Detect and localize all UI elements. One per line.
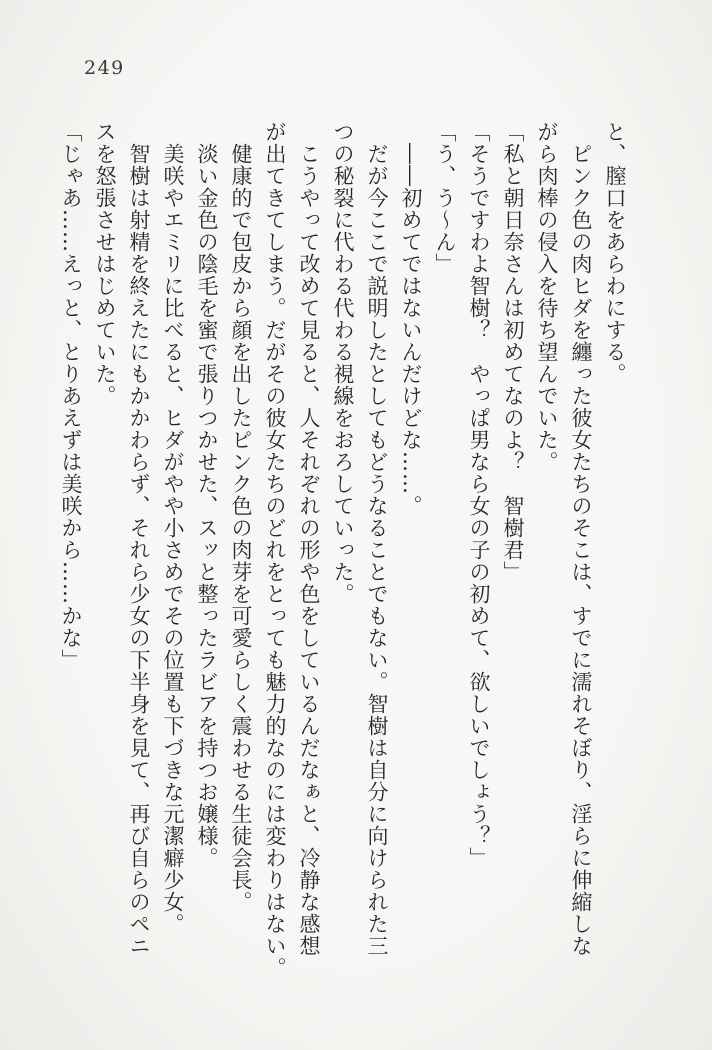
text-line: と、膣口をあらわにする。 — [603, 121, 627, 385]
text-line: ピンク色の肉ヒダを纏った彼女たちのそこは、すでに濡れそぼり、淫らに伸縮しな — [569, 121, 593, 957]
text-line: 淡い金色の陰毛を蜜で張りつかせた、スッと整ったラビアを持つお嬢様。 — [195, 121, 219, 869]
text-line: 「じゃあ……えっと、とりあえずは美咲から……かな」 — [59, 121, 83, 671]
text-line: がら肉棒の侵入を待ち望んでいた。 — [535, 121, 559, 473]
text-line: 健康的で包皮から顔を出したピンク色の肉芽を可愛らしく震わせる生徒会長。 — [229, 121, 253, 913]
text-line: 「私と朝日奈さんは初めてなのよ？ 智樹君」 — [501, 121, 525, 583]
text-line: が出てきてしまう。だがその彼女たちのどれをとっても魅力的なのには変わりはない。 — [263, 121, 287, 979]
text-line: だが今ここで説明したとしてもどうなることでもない。智樹は自分に向けられた三 — [365, 121, 389, 957]
page-number: 249 — [84, 57, 125, 79]
text-line: スを怒張させはじめていた。 — [93, 121, 117, 407]
text-line: つの秘裂に代わる代わる視線をおろしていった。 — [331, 121, 355, 605]
text-line: ――初めてではないんだけどな……。 — [399, 121, 423, 517]
text-line: 「そうですわよ智樹？ やっぱ男なら女の子の初めて、欲しいでしょう？」 — [467, 121, 491, 869]
text-line: 美咲やエミリに比べると、ヒダがやや小さめでその位置も下づきな元潔癖少女。 — [161, 121, 185, 935]
text-line: こうやって改めて見ると、人それぞれの形や色をしているんだなぁと、冷静な感想 — [297, 121, 321, 957]
text-block — [54, 121, 632, 993]
text-line: 智樹は射精を終えたにもかかわらず、それら少女の下半身を見て、再び自らのペニ — [127, 121, 151, 957]
text-line: 「う、う〜ん」 — [433, 121, 457, 275]
